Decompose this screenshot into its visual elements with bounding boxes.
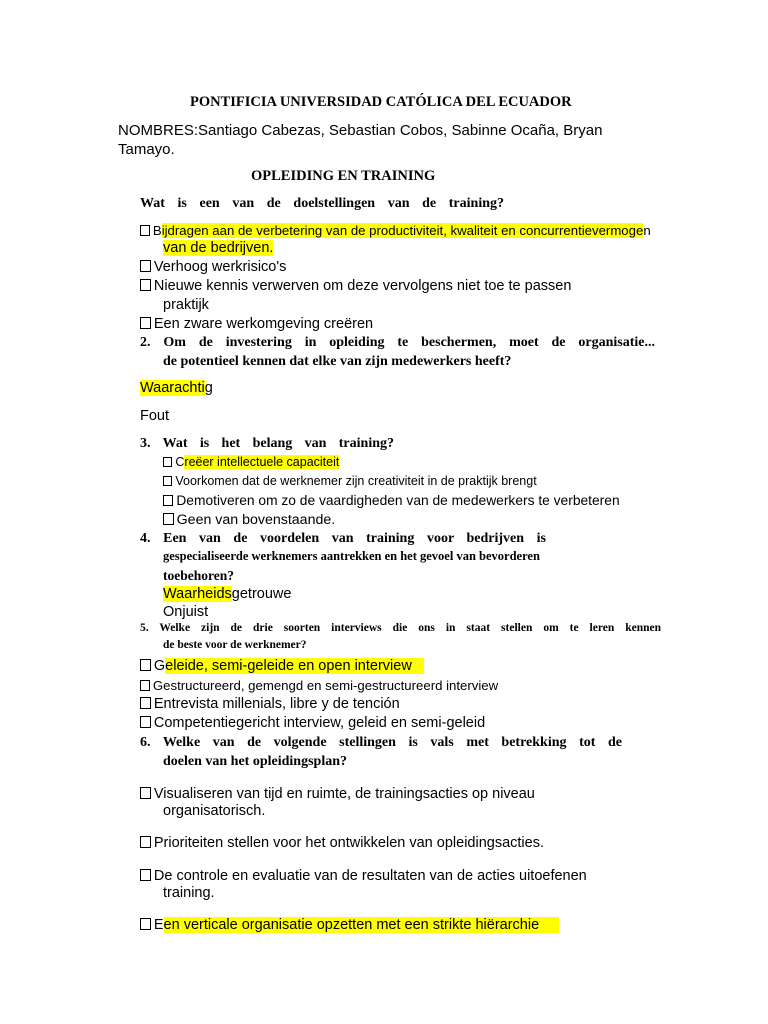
names-line-continued: Tamayo. xyxy=(118,141,175,158)
checkbox-icon xyxy=(140,317,151,329)
q1-option-3-continued: praktijk xyxy=(163,297,209,313)
highlighted-answer: Waarachti xyxy=(140,380,205,396)
q6-option-1: Visualiseren van tijd en ruimte, de trainingsacties op niveau xyxy=(140,786,535,803)
q5-option-1: Geleide, semi-geleide en open interview xyxy=(140,658,424,675)
q1-option-3: Nieuwe kennis verwerven om deze vervolgens niet toe te passen xyxy=(140,278,571,295)
q1-option-1-continued xyxy=(163,240,273,257)
checkbox-icon xyxy=(140,260,151,272)
checkbox-icon xyxy=(140,836,151,848)
highlighted-answer: ijdragen aan de verbetering van de productiviteit, kwaliteit en concurrentievermoge xyxy=(161,223,644,238)
highlighted-answer: eleide, semi-geleide en open interview xyxy=(165,658,424,674)
checkbox-icon xyxy=(163,457,172,467)
checkbox-icon xyxy=(140,869,151,881)
checkbox-icon xyxy=(163,495,173,506)
question-4-continued: gespecialiseerde werknemers aantrekken en het gevoel van bevorderen xyxy=(163,549,540,563)
checkbox-icon xyxy=(163,513,174,525)
highlighted-answer: en verticale organisatie opzetten met een strikte hiërarchie xyxy=(163,917,560,933)
question-6: 6. Welke van de volgende stellingen is vals met betrekking tot de xyxy=(140,735,622,750)
question-4: 4. Een van de voordelen van training voor bedrijven is xyxy=(140,531,546,546)
q3-option-4: Geen van bovenstaande. xyxy=(163,512,335,528)
checkbox-icon xyxy=(140,787,151,799)
q4-option-false: Onjuist xyxy=(163,604,209,620)
university-title: PONTIFICIA UNIVERSIDAD CATÓLICA DEL ECUADOR xyxy=(190,94,572,110)
q3-option-3: Demotiveren om zo de vaardigheden van de medewerkers te verbeteren xyxy=(163,493,620,509)
highlighted-answer: Waarheids xyxy=(163,586,232,602)
question-3: 3. Wat is het belang van training? xyxy=(140,436,394,451)
q5-option-3: Entrevista millenials, libre y de tención xyxy=(140,696,400,713)
q1-option-1: Bijdragen aan de verbetering van de productiviteit, kwaliteit en concurrentievermogen xyxy=(140,223,651,238)
question-4-end: toebehoren? xyxy=(163,568,234,583)
highlighted-answer: van de bedrijven. xyxy=(163,240,274,256)
q6-option-1-continued: organisatorisch. xyxy=(163,803,266,819)
q6-option-3: De controle en evaluatie van de resultaten van de acties uitoefenen xyxy=(140,868,587,885)
checkbox-icon xyxy=(163,476,172,486)
q5-option-4: Competentiegericht interview, geleid en semi-geleid xyxy=(140,715,485,732)
checkbox-icon xyxy=(140,659,151,671)
checkbox-icon xyxy=(140,697,151,709)
document-title: OPLEIDING EN TRAINING xyxy=(251,168,436,184)
q4-option-true: Waarheidsgetrouwe xyxy=(163,586,292,602)
question-1: Wat is een van de doelstellingen van de training? xyxy=(140,196,504,211)
checkbox-icon xyxy=(140,716,151,728)
q1-option-4: Een zware werkomgeving creëren xyxy=(140,316,373,333)
question-2: 2. Om de investering in opleiding te beschermen, moet de organisatie... xyxy=(140,335,655,350)
question-2-continued: de potentieel kennen dat elke van zijn medewerkers heeft? xyxy=(163,354,512,369)
checkbox-icon xyxy=(140,279,151,291)
q6-option-4: Een verticale organisatie opzetten met een strikte hiërarchie xyxy=(140,917,559,934)
names-line: NOMBRES:Santiago Cabezas, Sebastian Cobos, Sabinne Ocaña, Bryan xyxy=(118,122,603,139)
q6-option-3-continued: training. xyxy=(163,885,215,901)
checkbox-icon xyxy=(140,680,150,691)
q2-option-true: Waarachtig xyxy=(140,380,213,396)
question-5: 5. Welke zijn de drie soorten interviews die ons in staat stellen om te leren kennen xyxy=(140,622,661,634)
q1-option-2: Verhoog werkrisico's xyxy=(140,259,286,276)
q5-option-2: Gestructureerd, gemengd en semi-gestructureerd interview xyxy=(140,678,498,693)
question-6-continued: doelen van het opleidingsplan? xyxy=(163,754,347,769)
highlighted-answer: reëer intellectuele capaciteit xyxy=(184,455,340,469)
checkbox-icon xyxy=(140,918,151,930)
q2-option-false: Fout xyxy=(140,408,170,424)
question-5-continued: de beste voor de werknemer? xyxy=(163,639,307,651)
q3-option-2: Voorkomen dat de werknemer zijn creativiteit in de praktijk brengt xyxy=(163,474,537,488)
q3-option-1: Creëer intellectuele capaciteit xyxy=(163,455,339,469)
checkbox-icon xyxy=(140,225,150,236)
q6-option-2: Prioriteiten stellen voor het ontwikkelen van opleidingsacties. xyxy=(140,835,544,852)
